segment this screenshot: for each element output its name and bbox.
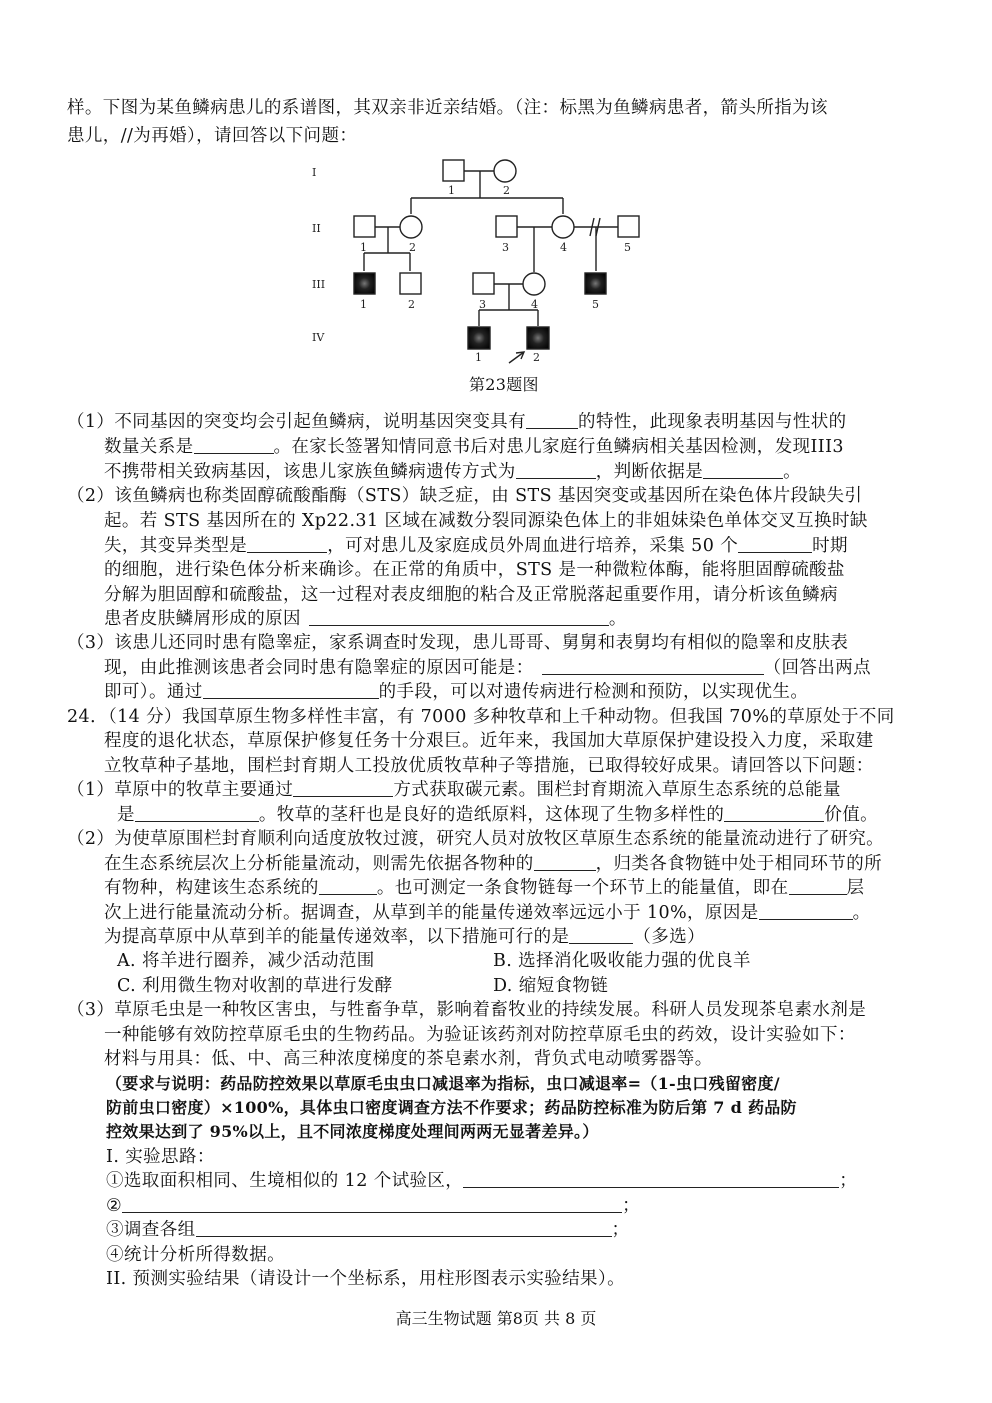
q23-3-line-2: 现，由此推测该患者会同时患有隐睾症的原因可能是： （回答出两点 (104, 658, 872, 678)
g3-num-2: 2 (408, 298, 415, 311)
q24-2-line-3: 有物种，构建该生态系统的 。也可测定一条食物链每一个环节上的能量值，即在 层 (104, 878, 865, 898)
q24-3-line-1: （3）草原毛虫是一种牧区害虫，与牲畜争草，影响着畜牧业的持续发展。科研人员发现茶皂素水剂是 (67, 1000, 867, 1020)
predict-results: II. 预测实验结果（请设计一个坐标系，用柱形图表示实验结果）。 (106, 1269, 625, 1289)
q24-2-line-2: 在生态系统层次上分析能量流动，则需先依据各物种的 ，归类各食物链中处于相同环节的所 (104, 854, 883, 874)
experiment-ideas-heading: I. 实验思路： (106, 1147, 215, 1167)
q24-1-line-1: （1）草原中的牧草主要通过 方式获取碳元素。围栏封育期流入草原生态系统的总能量 (67, 780, 841, 800)
q24-option-b: B. 选择消化吸收能力强的优良羊 (493, 951, 751, 971)
q24-2-line-4: 次上进行能量流动分析。据调查，从草到羊的能量传递效率远远小于 10%，原因是 。 (104, 903, 871, 923)
q24-note-line-3: 控效果达到了 95%以上，且不同浓度梯度处理间两两无显著差异。） (106, 1122, 599, 1141)
q23-3-line-3: 即可）。通过 的手段，可以对遗传病进行检测和预防，以实现优生。 (104, 682, 809, 702)
page-footer: 高三生物试题 第8页 共 8 页 (395, 1309, 597, 1328)
g4-num-2: 2 (533, 351, 540, 364)
pedigree-chart (300, 150, 650, 375)
gen-label-IV: IV (312, 331, 325, 344)
intro-line-2: 患儿，//为再婚），请回答以下问题： (67, 126, 358, 146)
step-3: ③调查各组 ； (106, 1220, 630, 1240)
g2-num-2: 2 (409, 241, 416, 254)
q23-1-line-2: 数量关系是 。在家长签署知情同意书后对患儿家庭行鱼鳞病相关基因检测，发现III3 (104, 437, 844, 457)
q24-2-line-1: （2）为使草原围栏封育顺利向适度放牧过渡，研究人员对放牧区草原生态系统的能量流动进行了研究。 (67, 829, 885, 849)
g4-num-1: 1 (475, 351, 482, 364)
q24-intro-line-1: 24．（14 分）我国草原生物多样性丰富，有 7000 多种牧草和上千种动物。但我国 70%的草原处于不同 (67, 707, 895, 727)
q23-2-line-4: 的细胞，进行染色体分析来确诊。在正常的角质中，STS 是一种微粒体酶，能将胆固醇硫酸盐 (104, 560, 845, 580)
q24-option-d: D. 缩短食物链 (493, 976, 609, 996)
g2-num-3: 3 (502, 241, 509, 254)
gen-label-III: III (312, 278, 326, 291)
q23-1-line-3: 不携带相关致病基因，该患儿家族鱼鳞病遗传方式为 ，判断依据是 。 (104, 462, 802, 482)
q24-1-line-2: 是 。牧草的茎秆也是良好的造纸原料，这体现了生物多样性的 价值。 (117, 805, 879, 825)
intro-line-1: 样。下图为某鱼鳞病患儿的系谱图，其双亲非近亲结婚。（注：标黑为鱼鳞病患者，箭头所指为该 (67, 98, 828, 118)
figure-caption: 第23题图 (469, 375, 539, 394)
g2-num-4: 4 (560, 241, 567, 254)
q23-3-line-1: （3）该患儿还同时患有隐睾症，家系调查时发现，患儿哥哥、舅舅和表舅均有相似的隐睾和皮肤表 (67, 633, 849, 653)
q23-2-line-6: 患者皮肤鳞屑形成的原因 。 (104, 609, 627, 629)
q23-2-line-2: 起。若 STS 基因所在的 Xp22.31 区域在减数分裂同源染色体上的非姐妹染色单体交叉互换时缺 (104, 511, 868, 531)
g2-num-1: 1 (360, 241, 367, 254)
q24-note-line-1: （要求与说明：药品防控效果以草原毛虫虫口减退率为指标，虫口减退率=（1-虫口残留密度/ (106, 1074, 780, 1093)
q24-option-a: A. 将羊进行圈养，减少活动范围 (117, 951, 375, 971)
g3-num-1: 1 (360, 298, 367, 311)
g3-num-3: 3 (479, 298, 486, 311)
step-1: ①选取面积相同、生境相似的 12 个试验区， ； (106, 1171, 858, 1191)
step-2: ② ； (106, 1196, 640, 1216)
q24-intro-line-2: 程度的退化状态，草原保护修复任务十分艰巨。近年来，我国加大草原保护建设投入力度，采取建 (104, 731, 874, 751)
q24-intro-line-3: 立牧草种子基地，围栏封育期人工投放优质牧草种子等措施，已取得较好成果。请回答以下问题： (104, 756, 874, 776)
q24-2-line-5: 为提高草原中从草到羊的能量传递效率，以下措施可行的是 （多选） (104, 927, 706, 947)
q24-3-line-2: 一种能够有效防控草原毛虫的生物药品。为验证该药剂对防控草原毛虫的药效，设计实验如下： (104, 1025, 856, 1045)
gen-label-II: II (312, 222, 321, 235)
q23-2-line-5: 分解为胆固醇和硫酸盐，这一过程对表皮细胞的粘合及正常脱落起重要作用，请分析该鱼鳞病 (104, 585, 838, 605)
g1-num-1: 1 (448, 184, 455, 197)
q23-2-line-1: （2）该鱼鳞病也称类固醇硫酸酯酶（STS）缺乏症，由 STS 基因突变或基因所在染色体片段缺失引 (67, 486, 863, 506)
q23-2-line-3: 失，其变异类型是 ，可对患儿及家庭成员外周血进行培养，采集 50 个 时期 (104, 536, 848, 556)
g2-num-5: 5 (624, 241, 631, 254)
q24-3-line-3: 材料与用具：低、中、高三种浓度梯度的茶皂素水剂，背负式电动喷雾器等。 (104, 1049, 713, 1069)
step-4: ④统计分析所得数据。 (106, 1245, 285, 1265)
g3-num-4: 4 (531, 298, 538, 311)
g3-num-5: 5 (592, 298, 599, 311)
q24-option-c: C. 利用微生物对收割的草进行发酵 (117, 976, 393, 996)
q24-note-line-2: 防前虫口密度）×100%，具体虫口密度调查方法不作要求；药品防控标准为防后第 7 d 药品防 (106, 1098, 797, 1117)
q23-1-line-1: （1）不同基因的突变均会引起鱼鳞病，说明基因突变具有 的特性，此现象表明基因与性状的 (67, 412, 847, 432)
g1-num-2: 2 (503, 184, 510, 197)
gen-label-I: I (312, 166, 317, 179)
